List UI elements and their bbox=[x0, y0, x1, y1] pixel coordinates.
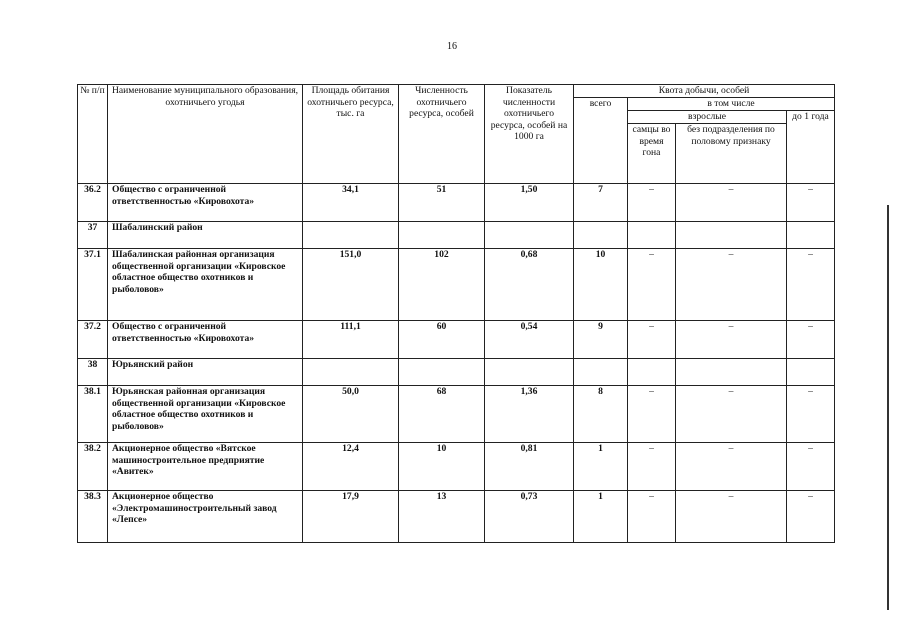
cell-total: 1 bbox=[574, 491, 628, 543]
row-number: 38.1 bbox=[78, 386, 108, 443]
table-body bbox=[78, 184, 835, 543]
header-quota: Квота добычи, особей bbox=[574, 85, 835, 98]
cell-area: 12,4 bbox=[303, 443, 399, 491]
cell-nosex: – bbox=[676, 321, 787, 359]
cell-count: 13 bbox=[399, 491, 485, 543]
cell-area: 151,0 bbox=[303, 249, 399, 321]
empty-cell bbox=[485, 359, 574, 386]
cell-index: 0,68 bbox=[485, 249, 574, 321]
header-total: всего bbox=[574, 98, 628, 184]
page-number: 16 bbox=[447, 41, 457, 52]
row-name: Шабалинская районная организация общественной организации «Кировское областное общество охотников и рыболовов» bbox=[108, 249, 303, 321]
row-name: Общество с ограниченной ответственностью «Кировохота» bbox=[108, 321, 303, 359]
cell-index: 0,73 bbox=[485, 491, 574, 543]
cell-nosex: – bbox=[676, 386, 787, 443]
cell-count: 51 bbox=[399, 184, 485, 222]
table-row bbox=[78, 249, 835, 321]
row-name: Акционерное общество «Электромашиностроительный завод «Лепсе» bbox=[108, 491, 303, 543]
cell-area: 111,1 bbox=[303, 321, 399, 359]
table-row bbox=[78, 443, 835, 491]
cell-nosex: – bbox=[676, 443, 787, 491]
table-row bbox=[78, 491, 835, 543]
cell-young: – bbox=[787, 321, 835, 359]
empty-cell bbox=[676, 222, 787, 249]
empty-cell bbox=[399, 359, 485, 386]
row-name: Общество с ограниченной ответственностью «Кировохота» bbox=[108, 184, 303, 222]
empty-cell bbox=[399, 222, 485, 249]
row-name: Акционерное общество «Вятское машиностроительное предприятие «Авитек» bbox=[108, 443, 303, 491]
table-row bbox=[78, 386, 835, 443]
district-row bbox=[78, 359, 835, 386]
cell-total: 10 bbox=[574, 249, 628, 321]
row-number: 38 bbox=[78, 359, 108, 386]
row-number: 37 bbox=[78, 222, 108, 249]
cell-count: 10 bbox=[399, 443, 485, 491]
empty-cell bbox=[628, 359, 676, 386]
row-name: Шабалинский район bbox=[108, 222, 303, 249]
row-number: 37.1 bbox=[78, 249, 108, 321]
cell-total: 1 bbox=[574, 443, 628, 491]
cell-males: – bbox=[628, 321, 676, 359]
cell-area: 50,0 bbox=[303, 386, 399, 443]
cell-index: 1,50 bbox=[485, 184, 574, 222]
header-area: Площадь обитания охотничьего ресурса, тыс. га bbox=[303, 85, 399, 184]
header-young: до 1 года bbox=[787, 111, 835, 184]
cell-index: 0,54 bbox=[485, 321, 574, 359]
cell-nosex: – bbox=[676, 184, 787, 222]
cell-total: 8 bbox=[574, 386, 628, 443]
empty-cell bbox=[574, 359, 628, 386]
cell-total: 7 bbox=[574, 184, 628, 222]
header-males: самцы во время гона bbox=[628, 124, 676, 184]
empty-cell bbox=[485, 222, 574, 249]
table-row bbox=[78, 321, 835, 359]
empty-cell bbox=[574, 222, 628, 249]
cell-nosex: – bbox=[676, 491, 787, 543]
scan-edge-line bbox=[887, 205, 889, 610]
cell-count: 68 bbox=[399, 386, 485, 443]
cell-count: 102 bbox=[399, 249, 485, 321]
empty-cell bbox=[787, 222, 835, 249]
table-row bbox=[78, 184, 835, 222]
row-number: 36.2 bbox=[78, 184, 108, 222]
row-name: Юрьянская районная организация общественной организации «Кировское областное общество охотников и рыболовов» bbox=[108, 386, 303, 443]
cell-young: – bbox=[787, 386, 835, 443]
header-name: Наименование муниципального образования, охотничьего угодья bbox=[108, 85, 303, 184]
empty-cell bbox=[303, 359, 399, 386]
cell-young: – bbox=[787, 443, 835, 491]
cell-young: – bbox=[787, 184, 835, 222]
cell-young: – bbox=[787, 491, 835, 543]
row-number: 38.2 bbox=[78, 443, 108, 491]
cell-area: 34,1 bbox=[303, 184, 399, 222]
header-num: № п/п bbox=[78, 85, 108, 184]
header-adults: взрослые bbox=[628, 111, 787, 124]
empty-cell bbox=[303, 222, 399, 249]
cell-males: – bbox=[628, 249, 676, 321]
cell-area: 17,9 bbox=[303, 491, 399, 543]
empty-cell bbox=[787, 359, 835, 386]
header-index: Показатель численности охотничьего ресурса, особей на 1000 га bbox=[485, 85, 574, 184]
district-row bbox=[78, 222, 835, 249]
empty-cell bbox=[628, 222, 676, 249]
cell-count: 60 bbox=[399, 321, 485, 359]
cell-index: 1,36 bbox=[485, 386, 574, 443]
cell-total: 9 bbox=[574, 321, 628, 359]
cell-males: – bbox=[628, 491, 676, 543]
header-count: Численность охотничьего ресурса, особей bbox=[399, 85, 485, 184]
cell-index: 0,81 bbox=[485, 443, 574, 491]
empty-cell bbox=[676, 359, 787, 386]
cell-young: – bbox=[787, 249, 835, 321]
row-name: Юрьянский район bbox=[108, 359, 303, 386]
row-number: 37.2 bbox=[78, 321, 108, 359]
row-number: 38.3 bbox=[78, 491, 108, 543]
cell-nosex: – bbox=[676, 249, 787, 321]
cell-males: – bbox=[628, 443, 676, 491]
quota-table bbox=[77, 84, 835, 543]
cell-males: – bbox=[628, 184, 676, 222]
cell-males: – bbox=[628, 386, 676, 443]
header-nosex: без подразделения по половому признаку bbox=[676, 124, 787, 184]
header-including: в том числе bbox=[628, 98, 835, 111]
